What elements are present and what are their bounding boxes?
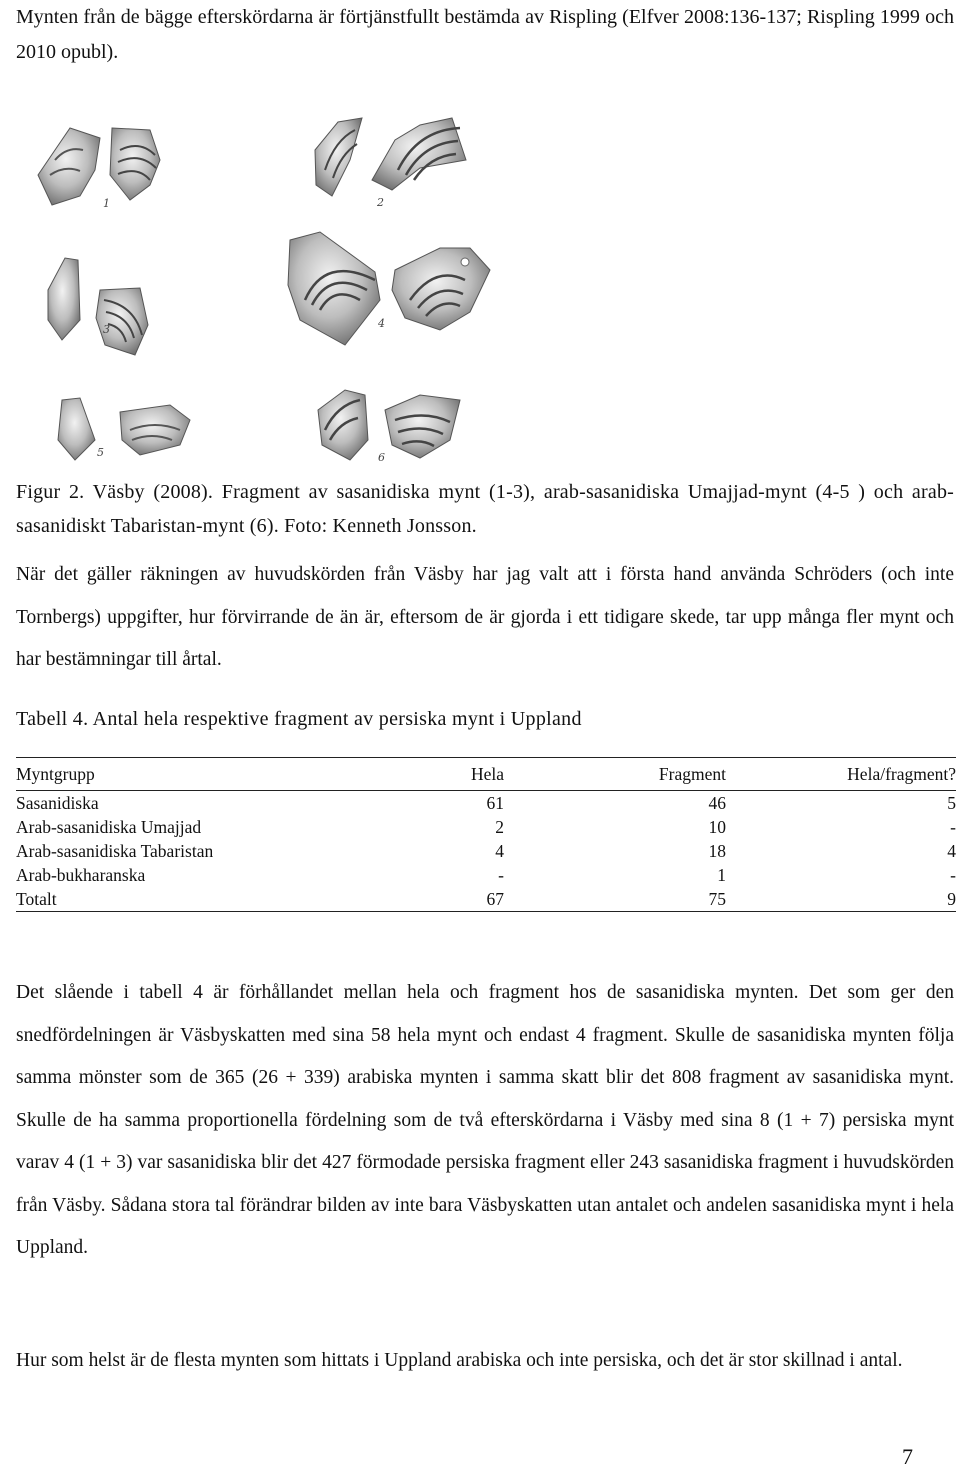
table-row bbox=[16, 815, 956, 839]
body-paragraph-3: Hur som helst är de flesta mynten som hittats i Uppland arabiska och inte persiska, och det är stor skillnad i antal. bbox=[16, 1350, 903, 1371]
cell-group: Sasanidiska bbox=[16, 793, 99, 813]
cell-hela: 2 bbox=[495, 817, 504, 837]
fig-label-3: 3 bbox=[103, 323, 110, 336]
fig-label-1: 1 bbox=[103, 197, 110, 210]
table-row bbox=[16, 839, 956, 863]
cell-hela: - bbox=[498, 865, 504, 885]
coin-fragments-figure bbox=[0, 0, 960, 470]
header-fragment: Fragment bbox=[504, 758, 726, 791]
table-header-row bbox=[16, 758, 956, 791]
fig-label-2: 2 bbox=[377, 196, 384, 209]
cell-fragment: 10 bbox=[708, 817, 726, 837]
table-row bbox=[16, 791, 956, 816]
cell-hela-fragment: - bbox=[950, 817, 956, 837]
table-title: Tabell 4. Antal hela respektive fragment av persiska mynt i Uppland bbox=[16, 708, 582, 730]
body-paragraph-1: När det gäller räkningen av huvudskörden från Väsby har jag valt att i första hand använda Schröders (och inte Tornbergs) uppgifter, hur förvirrande de än är, eftersom de är gjorda i ett tidigare skede, tar upp många fler mynt och har bestämningar till årtal. bbox=[16, 564, 954, 670]
cell-fragment: 46 bbox=[708, 793, 726, 813]
cell-hela-fragment: 9 bbox=[726, 887, 956, 912]
cell-group: Totalt bbox=[16, 887, 346, 912]
cell-hela-fragment: 5 bbox=[947, 793, 956, 813]
coin-fragment-2 bbox=[315, 118, 466, 196]
fig-label-5: 5 bbox=[97, 446, 104, 459]
coin-fragment-3 bbox=[48, 258, 148, 355]
coin-count-table bbox=[16, 757, 956, 912]
coin-fragment-4 bbox=[288, 232, 490, 345]
cell-hela: 4 bbox=[495, 841, 504, 861]
page-number: 7 bbox=[902, 1444, 913, 1469]
cell-group: Arab-bukharanska bbox=[16, 865, 146, 885]
cell-hela: 67 bbox=[346, 887, 504, 912]
cell-fragment: 18 bbox=[708, 841, 726, 861]
coin-fragment-1 bbox=[38, 128, 160, 205]
cell-hela-fragment: - bbox=[950, 865, 956, 885]
header-myntgrupp: Myntgrupp bbox=[16, 758, 346, 791]
cell-fragment: 75 bbox=[504, 887, 726, 912]
table-row-total bbox=[16, 887, 956, 912]
coin-fragment-5 bbox=[58, 398, 190, 460]
cell-group: Arab-sasanidiska Umajjad bbox=[16, 817, 202, 837]
fig-label-4: 4 bbox=[378, 317, 385, 330]
cell-hela: 61 bbox=[486, 793, 504, 813]
header-hela: Hela bbox=[346, 758, 504, 791]
cell-hela-fragment: 4 bbox=[947, 841, 956, 861]
table-row bbox=[16, 863, 956, 887]
coin-fragment-6 bbox=[318, 390, 460, 460]
fig-label-6: 6 bbox=[378, 451, 385, 464]
figure-caption: Figur 2. Väsby (2008). Fragment av sasanidiska mynt (1-3), arab-sasanidiska Umajjad-mynt (4-5 ) och arab-sasanidiskt Tabaristan-mynt (6). Foto: Kenneth Jonsson. bbox=[16, 481, 954, 537]
header-hela-fragment: Hela/fragment? bbox=[726, 758, 956, 791]
cell-group: Arab-sasanidiska Tabaristan bbox=[16, 841, 214, 861]
cell-fragment: 1 bbox=[717, 865, 726, 885]
body-paragraph-2: Det slående i tabell 4 är förhållandet mellan hela och fragment hos de sasanidiska mynten. Det som ger den snedfördelningen är Väsbyskatten med sina 58 hela mynt och endast 4 fragment. Skulle de sasanidiska mynten följa samma mönster som de 365 (26 + 339) arabiska mynten i samma skatt blir det 808 fragment av sasanidiska mynt. Skulle de ha samma proportionella fördelning som de två efterskördarna i Väsby med sina 8 (1 + 7) persiska mynt varav 4 (1 + 3) var sasanidiska blir det 427 förmodade persiska fragment eller 243 sasanidiska fragment i huvudskörden från Väsby. Sådana stora tal förändrar bilden av inte bara Väsbyskatten utan antalet och andelen sasanidiska mynt i hela Uppland. bbox=[16, 982, 954, 1258]
intro-paragraph: Mynten från de bägge efterskördarna är förtjänstfullt bestämda av Rispling (Elfver 2008:136-137; Rispling 1999 och 2010 opubl). bbox=[16, 6, 954, 63]
